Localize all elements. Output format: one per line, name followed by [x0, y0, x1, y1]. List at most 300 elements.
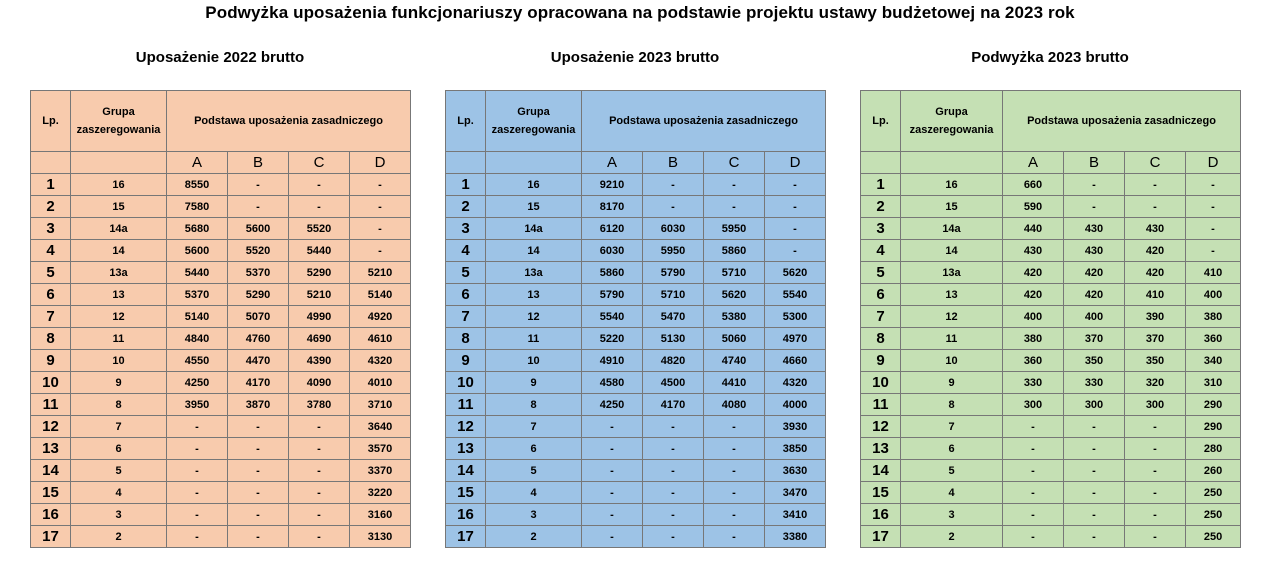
table-row [31, 306, 411, 328]
cell-c: 5210 [289, 284, 350, 306]
cell-lp: 14 [31, 460, 71, 482]
cell-d: 3470 [765, 482, 826, 504]
table-row [446, 306, 826, 328]
cell-b: 4760 [228, 328, 289, 350]
cell-b: - [643, 416, 704, 438]
cell-d: 3370 [350, 460, 411, 482]
cell-lp: 1 [861, 174, 901, 196]
cell-b: - [228, 504, 289, 526]
cell-grupa: 15 [486, 196, 582, 218]
cell-a: 380 [1003, 328, 1064, 350]
cell-d: 5140 [350, 284, 411, 306]
table-row [31, 504, 411, 526]
cell-d: - [765, 174, 826, 196]
cell-grupa: 4 [901, 482, 1003, 504]
cell-a: 5860 [582, 262, 643, 284]
cell-d: - [350, 240, 411, 262]
cell-a: 5790 [582, 284, 643, 306]
cell-lp: 2 [446, 196, 486, 218]
cell-b: 5290 [228, 284, 289, 306]
subheader-row [861, 152, 1241, 174]
cell-c: 5440 [289, 240, 350, 262]
cell-c: - [289, 196, 350, 218]
cell-lp: 11 [31, 394, 71, 416]
table-row [31, 416, 411, 438]
cell-grupa: 12 [71, 306, 167, 328]
cell-d: 3930 [765, 416, 826, 438]
cell-c: - [289, 526, 350, 548]
cell-c: - [704, 504, 765, 526]
table-row [861, 482, 1241, 504]
cell-c: - [1125, 416, 1186, 438]
cell-c: 420 [1125, 240, 1186, 262]
cell-a: 420 [1003, 284, 1064, 306]
cell-d: 5300 [765, 306, 826, 328]
cell-lp: 3 [446, 218, 486, 240]
cell-d: 3410 [765, 504, 826, 526]
cell-c: 300 [1125, 394, 1186, 416]
cell-d: - [350, 174, 411, 196]
cell-grupa: 5 [901, 460, 1003, 482]
cell-a: - [1003, 460, 1064, 482]
cell-a: 4910 [582, 350, 643, 372]
cell-a: - [1003, 416, 1064, 438]
header-lp: Lp. [861, 91, 901, 152]
header-col-b: B [228, 152, 289, 174]
cell-lp: 12 [861, 416, 901, 438]
cell-c: 370 [1125, 328, 1186, 350]
cell-b: 4170 [228, 372, 289, 394]
table-row [861, 526, 1241, 548]
table-row [446, 438, 826, 460]
cell-b: - [1064, 438, 1125, 460]
cell-grupa: 4 [486, 482, 582, 504]
header-empty [71, 152, 167, 174]
cell-a: 8550 [167, 174, 228, 196]
table-row [861, 416, 1241, 438]
cell-c: - [1125, 504, 1186, 526]
cell-c: 320 [1125, 372, 1186, 394]
cell-c: 4990 [289, 306, 350, 328]
table-row [861, 262, 1241, 284]
header-row [861, 91, 1241, 152]
cell-c: - [1125, 526, 1186, 548]
cell-grupa: 6 [486, 438, 582, 460]
cell-a: 5680 [167, 218, 228, 240]
cell-d: 260 [1186, 460, 1241, 482]
table-row [31, 240, 411, 262]
header-empty [31, 152, 71, 174]
cell-c: - [704, 438, 765, 460]
cell-lp: 6 [31, 284, 71, 306]
cell-d: 4320 [765, 372, 826, 394]
cell-grupa: 8 [71, 394, 167, 416]
cell-c: - [1125, 174, 1186, 196]
cell-c: 410 [1125, 284, 1186, 306]
cell-d: 5540 [765, 284, 826, 306]
cell-grupa: 5 [486, 460, 582, 482]
cell-lp: 10 [446, 372, 486, 394]
cell-a: 5600 [167, 240, 228, 262]
cell-a: 5440 [167, 262, 228, 284]
cell-grupa: 9 [901, 372, 1003, 394]
cell-a: 590 [1003, 196, 1064, 218]
cell-b: 6030 [643, 218, 704, 240]
cell-lp: 14 [861, 460, 901, 482]
cell-grupa: 3 [901, 504, 1003, 526]
cell-d: 3630 [765, 460, 826, 482]
cell-a: - [1003, 526, 1064, 548]
cell-lp: 13 [446, 438, 486, 460]
cell-c: - [704, 526, 765, 548]
panel-2022 [30, 48, 410, 545]
cell-a: 7580 [167, 196, 228, 218]
cell-lp: 5 [861, 262, 901, 284]
header-col-a: A [167, 152, 228, 174]
cell-grupa: 10 [901, 350, 1003, 372]
cell-d: - [765, 196, 826, 218]
table-row [861, 174, 1241, 196]
table-row [446, 482, 826, 504]
table-row [31, 438, 411, 460]
table-row [861, 372, 1241, 394]
cell-c: - [289, 438, 350, 460]
header-grupa: Grupa zaszeregowania [71, 91, 167, 152]
cell-b: 4470 [228, 350, 289, 372]
cell-b: - [228, 196, 289, 218]
cell-grupa: 9 [486, 372, 582, 394]
table-row [861, 460, 1241, 482]
table-row [446, 504, 826, 526]
cell-grupa: 11 [901, 328, 1003, 350]
cell-b: - [643, 438, 704, 460]
cell-b: - [643, 482, 704, 504]
cell-a: - [167, 416, 228, 438]
header-empty [446, 152, 486, 174]
cell-d: 280 [1186, 438, 1241, 460]
cell-d: 3640 [350, 416, 411, 438]
cell-lp: 13 [31, 438, 71, 460]
cell-a: - [167, 482, 228, 504]
cell-grupa: 8 [486, 394, 582, 416]
cell-grupa: 2 [71, 526, 167, 548]
cell-d: 3710 [350, 394, 411, 416]
cell-a: - [1003, 438, 1064, 460]
cell-b: - [228, 416, 289, 438]
header-col-c: C [704, 152, 765, 174]
cell-lp: 17 [446, 526, 486, 548]
cell-a: 8170 [582, 196, 643, 218]
cell-c: 4740 [704, 350, 765, 372]
table-row [31, 372, 411, 394]
cell-lp: 10 [861, 372, 901, 394]
cell-a: - [582, 460, 643, 482]
cell-b: 4170 [643, 394, 704, 416]
table-row [31, 460, 411, 482]
cell-lp: 5 [31, 262, 71, 284]
cell-d: 3850 [765, 438, 826, 460]
panel-title: Podwyżka 2023 brutto [971, 49, 1129, 66]
cell-b: 400 [1064, 306, 1125, 328]
cell-lp: 3 [861, 218, 901, 240]
cell-a: 440 [1003, 218, 1064, 240]
header-grupa: Grupa zaszeregowania [486, 91, 582, 152]
cell-a: 660 [1003, 174, 1064, 196]
header-podstawa: Podstawa uposażenia zasadniczego [1003, 91, 1241, 152]
panel-title: Uposażenie 2022 brutto [135, 49, 305, 66]
cell-lp: 15 [31, 482, 71, 504]
cell-lp: 16 [31, 504, 71, 526]
cell-a: 360 [1003, 350, 1064, 372]
cell-grupa: 14a [486, 218, 582, 240]
table-row [861, 218, 1241, 240]
cell-d: 3380 [765, 526, 826, 548]
cell-d: 3570 [350, 438, 411, 460]
cell-b: 4500 [643, 372, 704, 394]
cell-d: 310 [1186, 372, 1241, 394]
subheader-row [31, 152, 411, 174]
cell-lp: 6 [446, 284, 486, 306]
cell-b: 5520 [228, 240, 289, 262]
cell-lp: 14 [446, 460, 486, 482]
header-lp: Lp. [446, 91, 486, 152]
cell-b: - [1064, 416, 1125, 438]
cell-a: 5140 [167, 306, 228, 328]
header-podstawa: Podstawa uposażenia zasadniczego [167, 91, 411, 152]
salary-table-2022 [30, 90, 411, 548]
cell-a: - [582, 438, 643, 460]
cell-b: - [228, 482, 289, 504]
cell-lp: 15 [446, 482, 486, 504]
cell-d: 4000 [765, 394, 826, 416]
cell-c: - [1125, 438, 1186, 460]
cell-c: 390 [1125, 306, 1186, 328]
header-col-b: B [643, 152, 704, 174]
table-row [446, 460, 826, 482]
cell-a: - [582, 416, 643, 438]
table-row [31, 526, 411, 548]
table-row [446, 174, 826, 196]
cell-d: 5210 [350, 262, 411, 284]
cell-lp: 9 [31, 350, 71, 372]
cell-c: 4390 [289, 350, 350, 372]
table-row [446, 372, 826, 394]
cell-grupa: 3 [486, 504, 582, 526]
cell-b: - [1064, 196, 1125, 218]
cell-a: 4250 [167, 372, 228, 394]
cell-c: - [1125, 482, 1186, 504]
header-col-d: D [350, 152, 411, 174]
cell-b: - [643, 460, 704, 482]
cell-a: - [1003, 504, 1064, 526]
cell-c: 5620 [704, 284, 765, 306]
header-col-c: C [1125, 152, 1186, 174]
salary-table-2023 [445, 90, 826, 548]
table-row [861, 306, 1241, 328]
cell-b: - [643, 526, 704, 548]
cell-a: 9210 [582, 174, 643, 196]
cell-c: 5380 [704, 306, 765, 328]
cell-lp: 8 [446, 328, 486, 350]
cell-a: 430 [1003, 240, 1064, 262]
header-grupa: Grupa zaszeregowania [901, 91, 1003, 152]
cell-d: 400 [1186, 284, 1241, 306]
cell-grupa: 6 [901, 438, 1003, 460]
cell-grupa: 14 [71, 240, 167, 262]
table-row [446, 526, 826, 548]
table-row [861, 350, 1241, 372]
cell-d: 250 [1186, 504, 1241, 526]
table-row [31, 174, 411, 196]
cell-grupa: 7 [486, 416, 582, 438]
cell-a: 4550 [167, 350, 228, 372]
cell-b: - [228, 438, 289, 460]
cell-lp: 11 [446, 394, 486, 416]
cell-c: - [289, 174, 350, 196]
cell-b: - [1064, 526, 1125, 548]
raise-table-2023 [860, 90, 1241, 548]
header-empty [486, 152, 582, 174]
table-row [861, 438, 1241, 460]
cell-d: 4610 [350, 328, 411, 350]
header-col-a: A [582, 152, 643, 174]
cell-a: 420 [1003, 262, 1064, 284]
cell-d: 360 [1186, 328, 1241, 350]
table-row [861, 504, 1241, 526]
cell-grupa: 2 [901, 526, 1003, 548]
cell-c: 5860 [704, 240, 765, 262]
cell-c: - [289, 416, 350, 438]
cell-lp: 16 [446, 504, 486, 526]
cell-c: - [289, 460, 350, 482]
cell-grupa: 13a [71, 262, 167, 284]
cell-d: 4660 [765, 350, 826, 372]
cell-b: 430 [1064, 240, 1125, 262]
cell-d: - [1186, 240, 1241, 262]
cell-c: 5060 [704, 328, 765, 350]
cell-a: 6120 [582, 218, 643, 240]
cell-c: 430 [1125, 218, 1186, 240]
cell-grupa: 12 [486, 306, 582, 328]
cell-c: - [704, 416, 765, 438]
cell-d: 4320 [350, 350, 411, 372]
cell-a: 300 [1003, 394, 1064, 416]
cell-b: - [1064, 504, 1125, 526]
cell-lp: 2 [861, 196, 901, 218]
cell-b: 420 [1064, 284, 1125, 306]
cell-a: 330 [1003, 372, 1064, 394]
cell-lp: 10 [31, 372, 71, 394]
cell-d: - [1186, 174, 1241, 196]
cell-grupa: 13 [71, 284, 167, 306]
cell-b: 430 [1064, 218, 1125, 240]
cell-grupa: 16 [901, 174, 1003, 196]
cell-grupa: 13a [486, 262, 582, 284]
cell-b: 5130 [643, 328, 704, 350]
cell-b: - [1064, 482, 1125, 504]
cell-a: 4840 [167, 328, 228, 350]
cell-a: 400 [1003, 306, 1064, 328]
cell-grupa: 14 [486, 240, 582, 262]
cell-grupa: 4 [71, 482, 167, 504]
cell-lp: 4 [446, 240, 486, 262]
cell-b: 5790 [643, 262, 704, 284]
cell-b: 5470 [643, 306, 704, 328]
cell-grupa: 15 [901, 196, 1003, 218]
cell-c: 420 [1125, 262, 1186, 284]
cell-c: 4090 [289, 372, 350, 394]
header-podstawa: Podstawa uposażenia zasadniczego [582, 91, 826, 152]
cell-lp: 4 [861, 240, 901, 262]
header-row [31, 91, 411, 152]
table-row [861, 328, 1241, 350]
subheader-row [446, 152, 826, 174]
cell-lp: 7 [861, 306, 901, 328]
cell-b: 300 [1064, 394, 1125, 416]
cell-c: 4690 [289, 328, 350, 350]
cell-b: - [1064, 460, 1125, 482]
cell-b: - [228, 174, 289, 196]
cell-grupa: 10 [71, 350, 167, 372]
cell-a: - [167, 526, 228, 548]
cell-lp: 1 [446, 174, 486, 196]
table-row [31, 196, 411, 218]
cell-c: - [704, 174, 765, 196]
table-row [446, 196, 826, 218]
table-row [446, 350, 826, 372]
cell-a: - [167, 438, 228, 460]
cell-a: - [1003, 482, 1064, 504]
cell-lp: 13 [861, 438, 901, 460]
cell-lp: 12 [31, 416, 71, 438]
cell-lp: 15 [861, 482, 901, 504]
cell-c: 3780 [289, 394, 350, 416]
cell-a: 4250 [582, 394, 643, 416]
cell-lp: 6 [861, 284, 901, 306]
cell-b: - [643, 504, 704, 526]
cell-d: 3130 [350, 526, 411, 548]
cell-b: - [228, 526, 289, 548]
header-col-b: B [1064, 152, 1125, 174]
cell-lp: 5 [446, 262, 486, 284]
header-col-d: D [765, 152, 826, 174]
cell-d: - [765, 240, 826, 262]
cell-grupa: 16 [71, 174, 167, 196]
cell-grupa: 7 [901, 416, 1003, 438]
header-empty [901, 152, 1003, 174]
table-row [31, 350, 411, 372]
cell-a: - [167, 504, 228, 526]
cell-a: 5220 [582, 328, 643, 350]
cell-b: - [1064, 174, 1125, 196]
cell-lp: 1 [31, 174, 71, 196]
cell-c: 5290 [289, 262, 350, 284]
cell-grupa: 11 [71, 328, 167, 350]
cell-lp: 11 [861, 394, 901, 416]
cell-d: 4970 [765, 328, 826, 350]
table-row [861, 284, 1241, 306]
table-row [446, 394, 826, 416]
cell-lp: 12 [446, 416, 486, 438]
table-row [446, 284, 826, 306]
cell-a: 4580 [582, 372, 643, 394]
cell-c: 5950 [704, 218, 765, 240]
cell-c: 4080 [704, 394, 765, 416]
cell-d: 5620 [765, 262, 826, 284]
table-row [861, 240, 1241, 262]
cell-grupa: 13 [901, 284, 1003, 306]
cell-grupa: 14a [901, 218, 1003, 240]
